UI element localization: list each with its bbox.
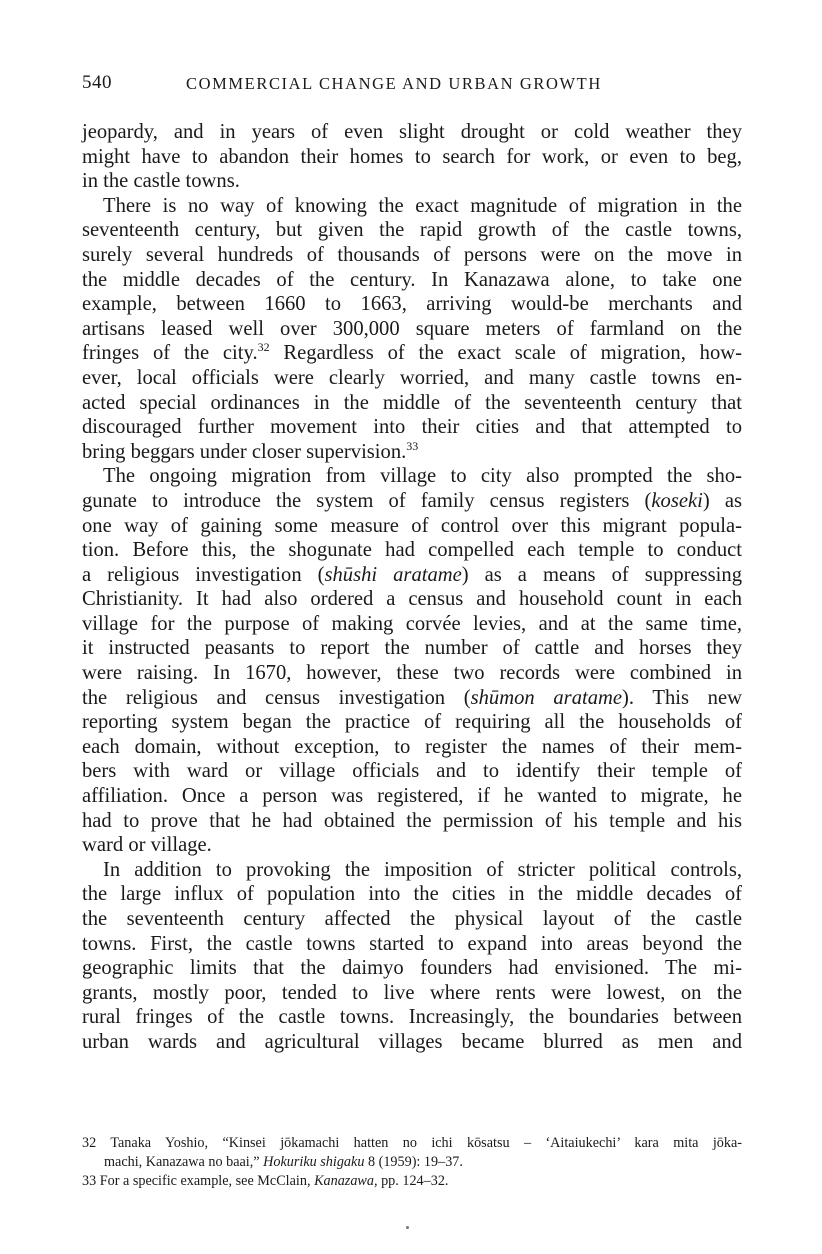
text-line: acted special ordinances in the middle of the seventeenth century that — [82, 391, 742, 414]
footnote-33 — [82, 1172, 742, 1191]
text-line: village for the purpose of making corvée levies, and at the same time, — [82, 612, 742, 635]
text-line: ever, local officials were clearly worried, and many castle towns en- — [82, 366, 742, 389]
text-line: one way of gaining some measure of control over this migrant popula- — [82, 514, 742, 537]
text-line: gunate to introduce the system of family census registers (koseki) as — [82, 489, 742, 512]
text-line: There is no way of knowing the exact magnitude of migration in the — [103, 194, 742, 217]
text-line: rural fringes of the castle towns. Increasingly, the boundaries between — [82, 1006, 742, 1029]
paragraph-3 — [82, 464, 742, 858]
text-line: Christianity. It had also ordered a census and household count in each — [82, 588, 742, 611]
text-line: towns. First, the castle towns started to expand into areas beyond the — [82, 932, 742, 955]
running-header — [82, 72, 742, 98]
text-line: it instructed peasants to report the number of cattle and horses they — [82, 637, 742, 660]
text-line: artisans leased well over 300,000 square meters of farmland on the — [82, 317, 742, 340]
footnotes — [82, 1134, 742, 1191]
paragraph-4 — [82, 858, 742, 1055]
text-line: surely several hundreds of thousands of persons were on the move in — [82, 243, 742, 266]
footnote-line: 32 Tanaka Yoshio, “Kinsei jōkamachi hatten no ichi kōsatsu – ‘Aitaiukechi’ kara mita jōka- — [82, 1135, 742, 1151]
text-line: the middle decades of the century. In Kanazawa alone, to take one — [82, 268, 742, 291]
text-line: In addition to provoking the imposition of stricter political controls, — [103, 858, 742, 881]
text-line: seventeenth century, but given the rapid growth of the castle towns, — [82, 219, 742, 242]
text-line: had to prove that he had obtained the permission of his temple and his — [82, 809, 742, 832]
text-line: were raising. In 1670, however, these two records were combined in — [82, 662, 742, 685]
text-line: might have to abandon their homes to search for work, or even to beg, — [82, 145, 742, 168]
text-line: the seventeenth century affected the physical layout of the castle — [82, 908, 742, 930]
text-line: tion. Before this, the shogunate had compelled each temple to conduct — [82, 539, 742, 562]
footnote-32 — [82, 1134, 742, 1172]
footnote-line: 33 For a specific example, see McClain, Kanazawa, pp. 124–32. — [82, 1173, 449, 1189]
text-line: affiliation. Once a person was registered, if he wanted to migrate, he — [82, 785, 742, 808]
text-line: fringes of the city.$^{32}$ Regardless of the exact scale of migration, how- — [82, 340, 742, 365]
text-line: The ongoing migration from village to city also prompted the sho- — [103, 465, 742, 488]
main-text — [82, 120, 742, 1055]
text-line: in the castle towns. — [82, 170, 240, 193]
text-line: urban wards and agricultural villages became blurred as men and — [82, 1030, 742, 1053]
footnote-line: machi, Kanazawa no baai,” Hokuriku shigaku 8 (1959): 19–37. — [104, 1154, 463, 1170]
text-line: ward or village. — [82, 834, 212, 857]
scan-speck — [406, 1226, 409, 1229]
page-number: 540 — [82, 72, 112, 93]
text-line: the large influx of population into the cities in the middle decades of — [82, 883, 742, 906]
text-line: example, between 1660 to 1663, arriving would-be merchants and — [82, 293, 742, 316]
text-line: grants, mostly poor, tended to live where rents were lowest, on the — [82, 981, 742, 1004]
text-line: discouraged further movement into their cities and that attempted to — [82, 416, 742, 439]
text-line: bers with ward or village officials and to identify their temple of — [82, 760, 742, 783]
paragraph-1 — [82, 120, 742, 194]
paragraph-2 — [82, 194, 742, 465]
text-line: the religious and census investigation (shūmon aratame). This new — [82, 686, 742, 709]
text-line: reporting system began the practice of requiring all the households of — [82, 711, 742, 734]
running-title: COMMERCIAL CHANGE AND URBAN GROWTH — [186, 74, 602, 93]
text-line: each domain, without exception, to register the names of their mem- — [82, 735, 742, 758]
text-line: geographic limits that the daimyo founders had envisioned. The mi- — [82, 957, 742, 980]
text-line: bring beggars under closer supervision.$^{33}$ — [82, 438, 419, 463]
text-line: jeopardy, and in years of even slight drought or cold weather they — [82, 121, 742, 143]
text-line: a religious investigation (shūshi aratame) as a means of suppressing — [82, 563, 742, 586]
